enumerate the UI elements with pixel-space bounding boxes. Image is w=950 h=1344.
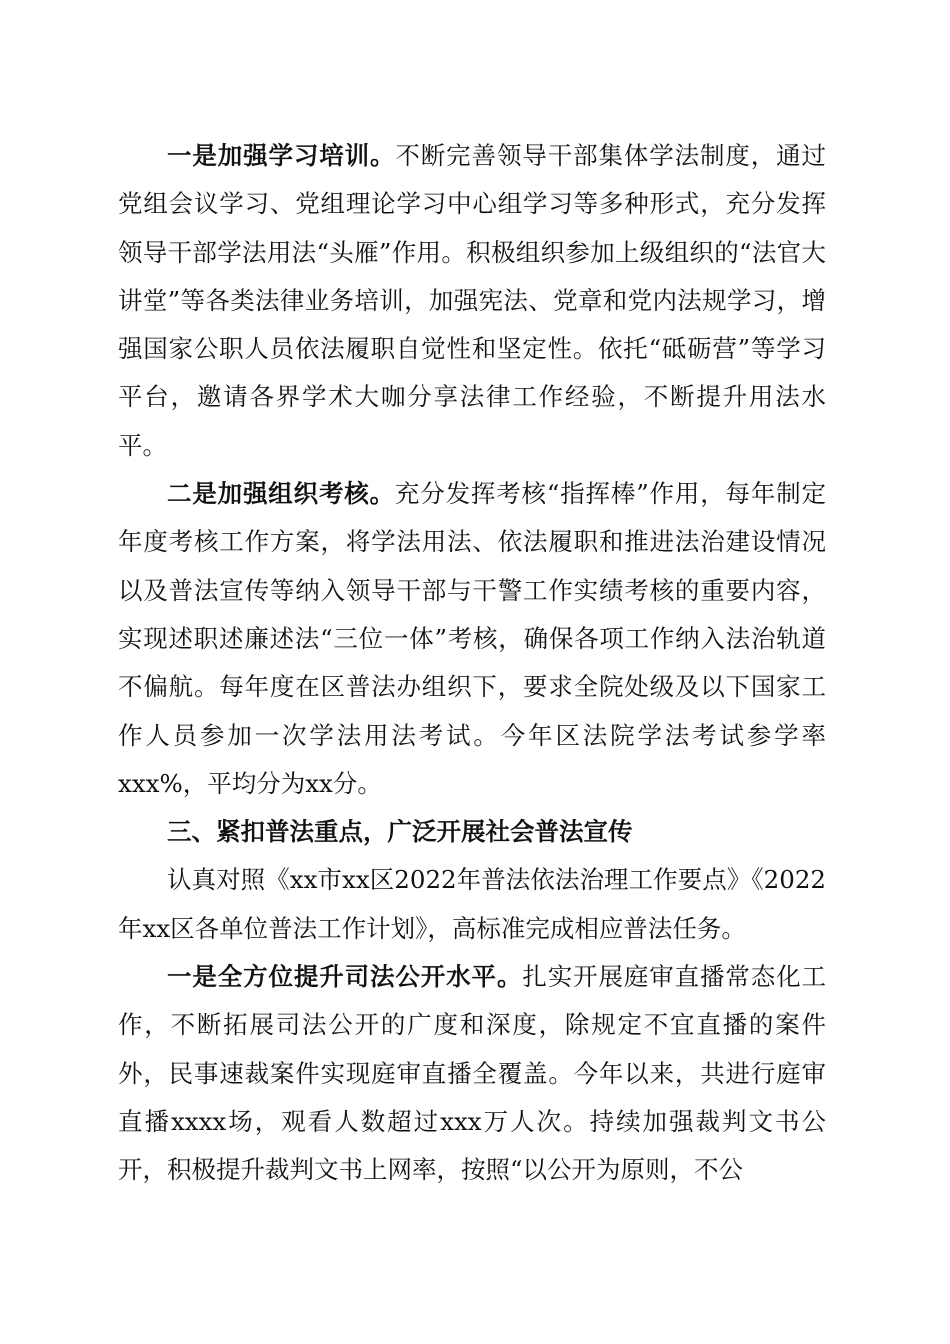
paragraph-text: 充分发挥考核“指挥棒”作用，每年制定年度考核工作方案，将学法用法、依法履职和推进法治建设情况以及普法宣传等纳入领导干部与干警工作实绩考核的重要内容，实现述职述廉述法“三位一体”考核，确保各项工作纳入法治轨道不偏航。每年度在区普法办组织下，要求全院处级及以下国家工作人员参加一次学法用法考试。今年区法院学法考试参学率xxx%，平均分为xx分。 <box>118 479 826 798</box>
paragraph-plan-reference <box>118 856 826 953</box>
paragraph-lead: 一是全方位提升司法公开水平。 <box>167 962 523 992</box>
paragraph-text: 不断完善领导干部集体学法制度，通过党组会议学习、党组理论学习中心组学习等多种形式，充分发挥领导干部学法用法“头雁”作用。积极组织参加上级组织的“法官大讲堂”等各类法律业务培训，加强宪法、党章和党内法规学习，增强国家公职人员依法履职自觉性和坚定性。依托“砥砺营”等学习平台，邀请各界学术大咖分享法律工作经验，不断提升用法水平。 <box>118 141 827 460</box>
paragraph-judicial-openness <box>118 953 826 1194</box>
paragraph-lead: 二是加强组织考核。 <box>167 479 395 509</box>
paragraph-text: 认真对照《xx市xx区2022年普法依法治理工作要点》《2022年xx区各单位普法工作计划》，高标准完成相应普法任务。 <box>118 865 826 943</box>
section-heading-text: 三、紧扣普法重点，广泛开展社会普法宣传 <box>167 817 633 847</box>
document-body <box>118 132 826 1195</box>
paragraph-study-training <box>118 132 826 470</box>
section-heading <box>118 808 826 856</box>
paragraph-text: 扎实开展庭审直播常态化工作，不断拓展司法公开的广度和深度，除规定不宜直播的案件外，民事速裁案件实现庭审直播全覆盖。今年以来，共进行庭审直播xxxx场，观看人数超过xxx万人次。持续加强裁判文书公开，积极提升裁判文书上网率，按照“以公开为原则，不公 <box>118 962 827 1185</box>
paragraph-assessment <box>118 470 826 808</box>
paragraph-lead: 一是加强学习培训。 <box>167 141 396 170</box>
